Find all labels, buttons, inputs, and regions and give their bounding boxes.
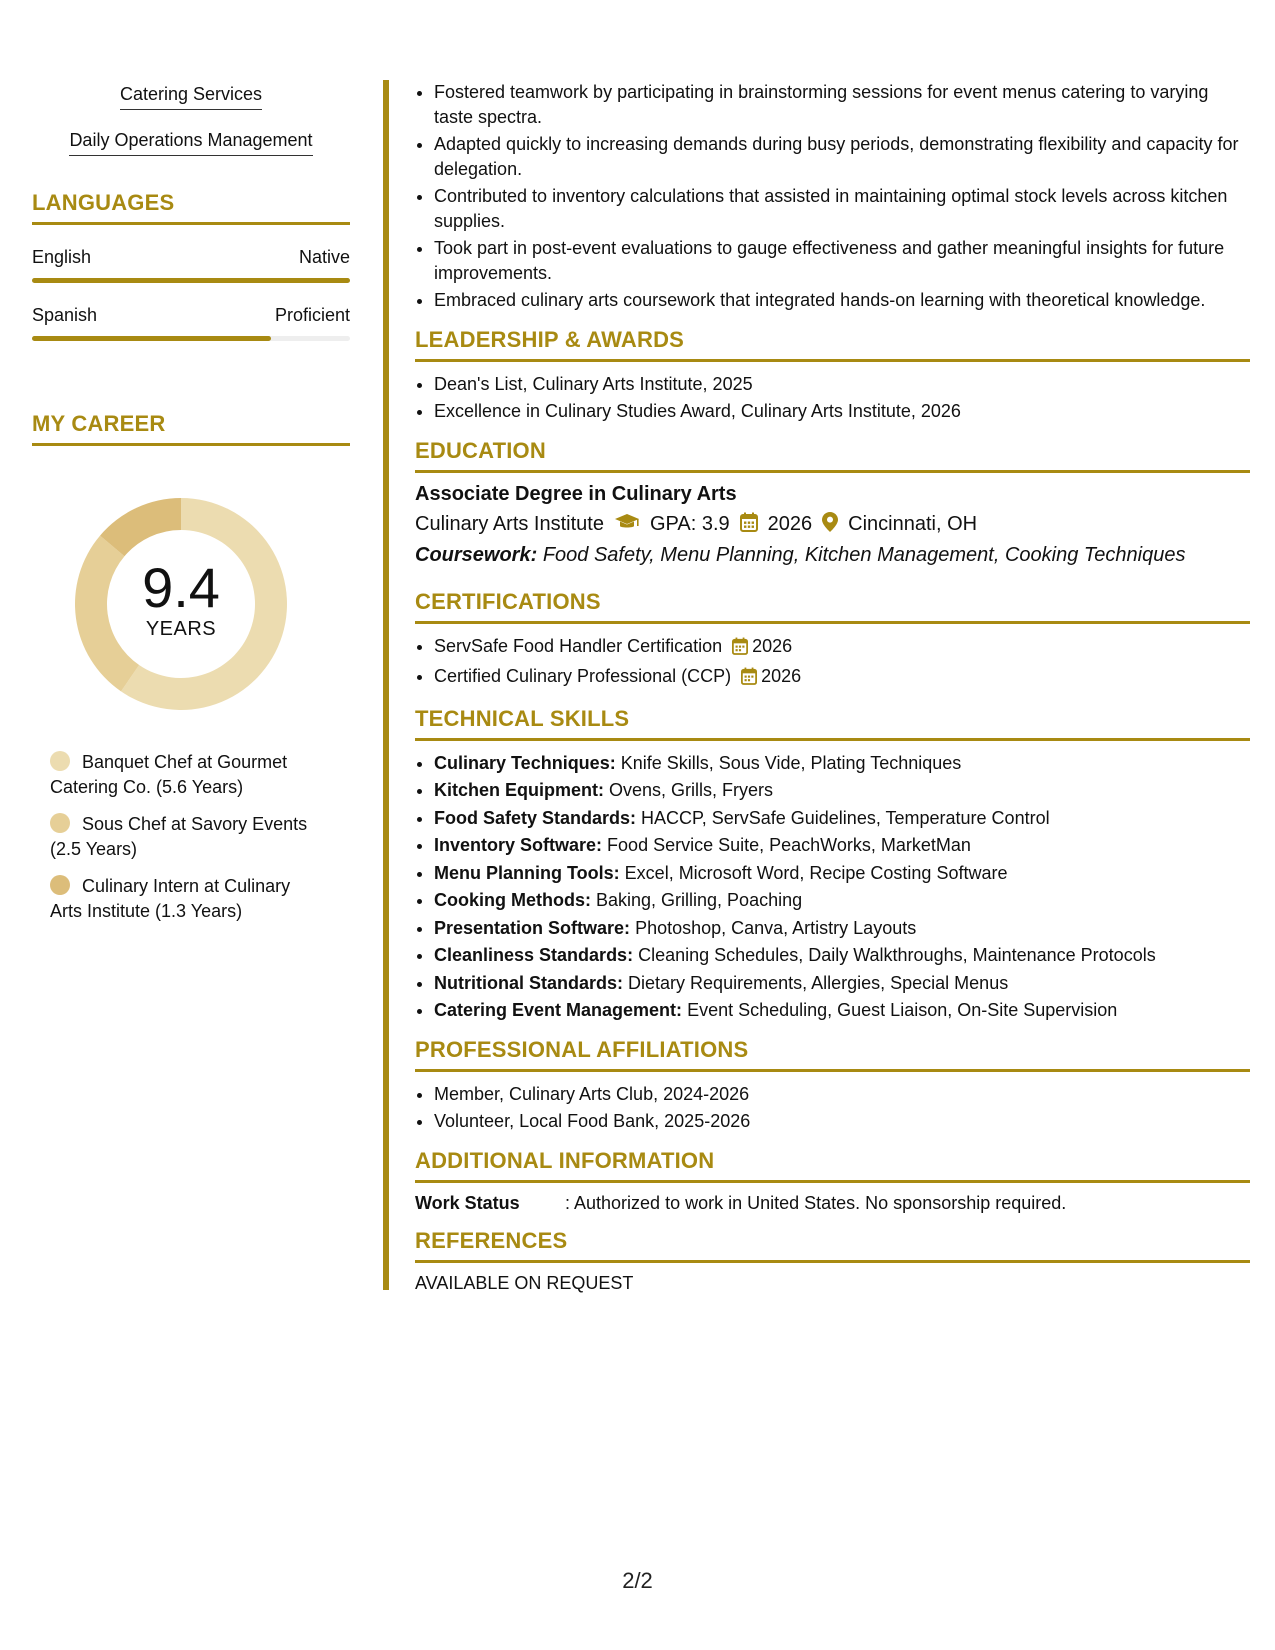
leadership-list [415,372,1250,424]
education-degree: Associate Degree in Culinary Arts [415,482,737,505]
list-item [434,634,1250,662]
list-item [434,664,1250,692]
list-item: • Volunteer, Local Food Bank, 2025-2026 [434,1109,1250,1134]
additional-info-title: ADDITIONAL INFORMATION [415,1148,1250,1183]
references-text: AVAILABLE ON REQUEST [415,1272,634,1293]
skill-value: Ovens, Grills, Fryers [609,780,774,800]
skill-label: Menu Planning Tools: [434,862,620,883]
skill-label: Culinary Techniques: [434,752,616,773]
language-name: English [32,247,92,267]
leadership-title: LEADERSHIP & AWARDS [415,327,1250,362]
skill-label: Cooking Methods: [434,890,591,910]
list-item: • Adapted quickly to increasing demands during busy periods, demonstrating flexibility and capacity for delegation. [434,132,1250,181]
list-item [434,751,1250,776]
list-item [434,971,1250,996]
technical-skills-list [415,751,1250,1023]
language-item [32,247,350,283]
skill-tag-row [32,130,350,156]
work-status-value: : Authorized to work in United States. No sponsorship required. [565,1192,1067,1213]
language-level-bar [32,336,350,341]
career-legend-item [50,874,320,924]
certifications-list [415,634,1250,692]
list-item [434,778,1250,803]
left-column [32,84,350,936]
legend-dot [50,875,70,895]
legend-dot [50,813,70,833]
experience-bullets [415,80,1250,313]
technical-skills-title: TECHNICAL SKILLS [415,706,1250,741]
calendar-icon [732,637,748,662]
career-total-unit: YEARS [145,618,217,640]
certification-year: 2026 [761,666,802,686]
calendar-icon [741,667,757,692]
skill-tag: Daily Operations Management [69,130,312,156]
education-meta [415,512,1250,538]
skill-value: Cleaning Schedules, Daily Walkthroughs, Maintenance Protocols [638,945,1156,965]
language-item [32,305,350,341]
list-item: • Dean's List, Culinary Arts Institute, 2025 [434,372,1250,397]
education-location: Cincinnati, OH [848,513,978,535]
list-item: • Took part in post-event evaluations to gauge effectiveness and gather meaningful insights for future improvements. [434,236,1250,285]
work-status-label: Work Status [415,1192,520,1213]
skill-value: HACCP, ServSafe Guidelines, Temperature Control [641,807,1050,828]
skill-tag-row [32,84,350,110]
list-item: • Contributed to inventory calculations that assisted in maintaining optimal stock levels across kitchen supplies. [434,184,1250,233]
coursework-label: Coursework: [415,543,538,566]
skill-value: Knife Skills, Sous Vide, Plating Techniques [620,752,962,773]
list-item [434,998,1250,1023]
list-item: • Member, Culinary Arts Club, 2024-2026 [434,1082,1250,1107]
list-item [434,888,1250,913]
skill-value: Food Service Suite, PeachWorks, MarketMan [607,835,971,855]
graduation-cap-icon [614,513,640,537]
skill-value: Event Scheduling, Guest Liaison, On-Site Supervision [687,1000,1118,1020]
column-divider [383,80,389,1290]
list-item: • Fostered teamwork by participating in brainstorming sessions for event menus catering to varying taste spectra. [434,80,1250,129]
list-item [434,916,1250,941]
affiliations-title: PROFESSIONAL AFFILIATIONS [415,1037,1250,1072]
language-level-bar [32,278,350,283]
skill-value: Photoshop, Canva, Artistry Layouts [635,917,917,938]
language-level-fill [32,336,271,341]
skill-label: Presentation Software: [434,917,631,938]
career-title: MY CAREER [32,411,350,446]
list-item: • Excellence in Culinary Studies Award, Culinary Arts Institute, 2026 [434,399,1250,424]
work-status-row [415,1193,1250,1214]
list-item [434,943,1250,968]
education-coursework [415,544,1250,567]
career-legend-item [50,812,320,862]
list-item: • Embraced culinary arts coursework that integrated hands-on learning with theoretical knowledge. [434,288,1250,313]
calendar-icon [740,512,758,538]
list-item [434,833,1250,858]
career-legend-item [50,750,320,800]
legend-label: Culinary Intern at Culinary Arts Institute (1.3 Years) [50,876,291,921]
references-title: REFERENCES [415,1228,1250,1263]
certification-name: Certified Culinary Professional (CCP) [434,666,732,686]
coursework-value: Food Safety, Menu Planning, Kitchen Management, Cooking Techniques [542,543,1186,566]
affiliations-list [415,1082,1250,1134]
education-school: Culinary Arts Institute [415,513,604,535]
language-level: Native [298,247,350,267]
skill-value: Baking, Grilling, Poaching [596,890,803,910]
languages-title: LANGUAGES [32,190,350,225]
list-item [434,861,1250,886]
list-item [434,806,1250,831]
legend-label: Sous Chef at Savory Events (2.5 Years) [50,814,308,859]
skill-value: Dietary Requirements, Allergies, Special Menus [628,972,1009,993]
language-name: Spanish [32,305,98,325]
certification-name: ServSafe Food Handler Certification [434,635,723,656]
skill-label: Cleanliness Standards: [434,945,634,965]
skill-tag: Catering Services [120,84,262,110]
certification-year: 2026 [752,635,793,656]
legend-dot [50,751,70,771]
skill-label: Catering Event Management: [434,1000,683,1020]
language-level: Proficient [274,305,350,325]
career-total [65,556,297,641]
right-column [415,80,1250,1294]
education-year: 2026 [767,513,813,535]
page-number: 2/2 [622,1568,653,1593]
career-legend [32,750,350,924]
skill-label: Inventory Software: [434,835,603,855]
legend-label: Banquet Chef at Gourmet Catering Co. (5.6 Years) [50,752,288,797]
education-title: EDUCATION [415,438,1250,473]
certifications-title: CERTIFICATIONS [415,589,1250,624]
skill-label: Kitchen Equipment: [434,780,604,800]
career-total-value: 9.4 [142,556,220,619]
skill-label: Nutritional Standards: [434,972,624,993]
language-level-fill [32,278,350,283]
career-donut-chart [65,488,297,720]
location-pin-icon [822,512,838,538]
skill-value: Excel, Microsoft Word, Recipe Costing Software [624,862,1008,883]
education-gpa: GPA: 3.9 [649,513,730,535]
skill-label: Food Safety Standards: [434,807,637,828]
